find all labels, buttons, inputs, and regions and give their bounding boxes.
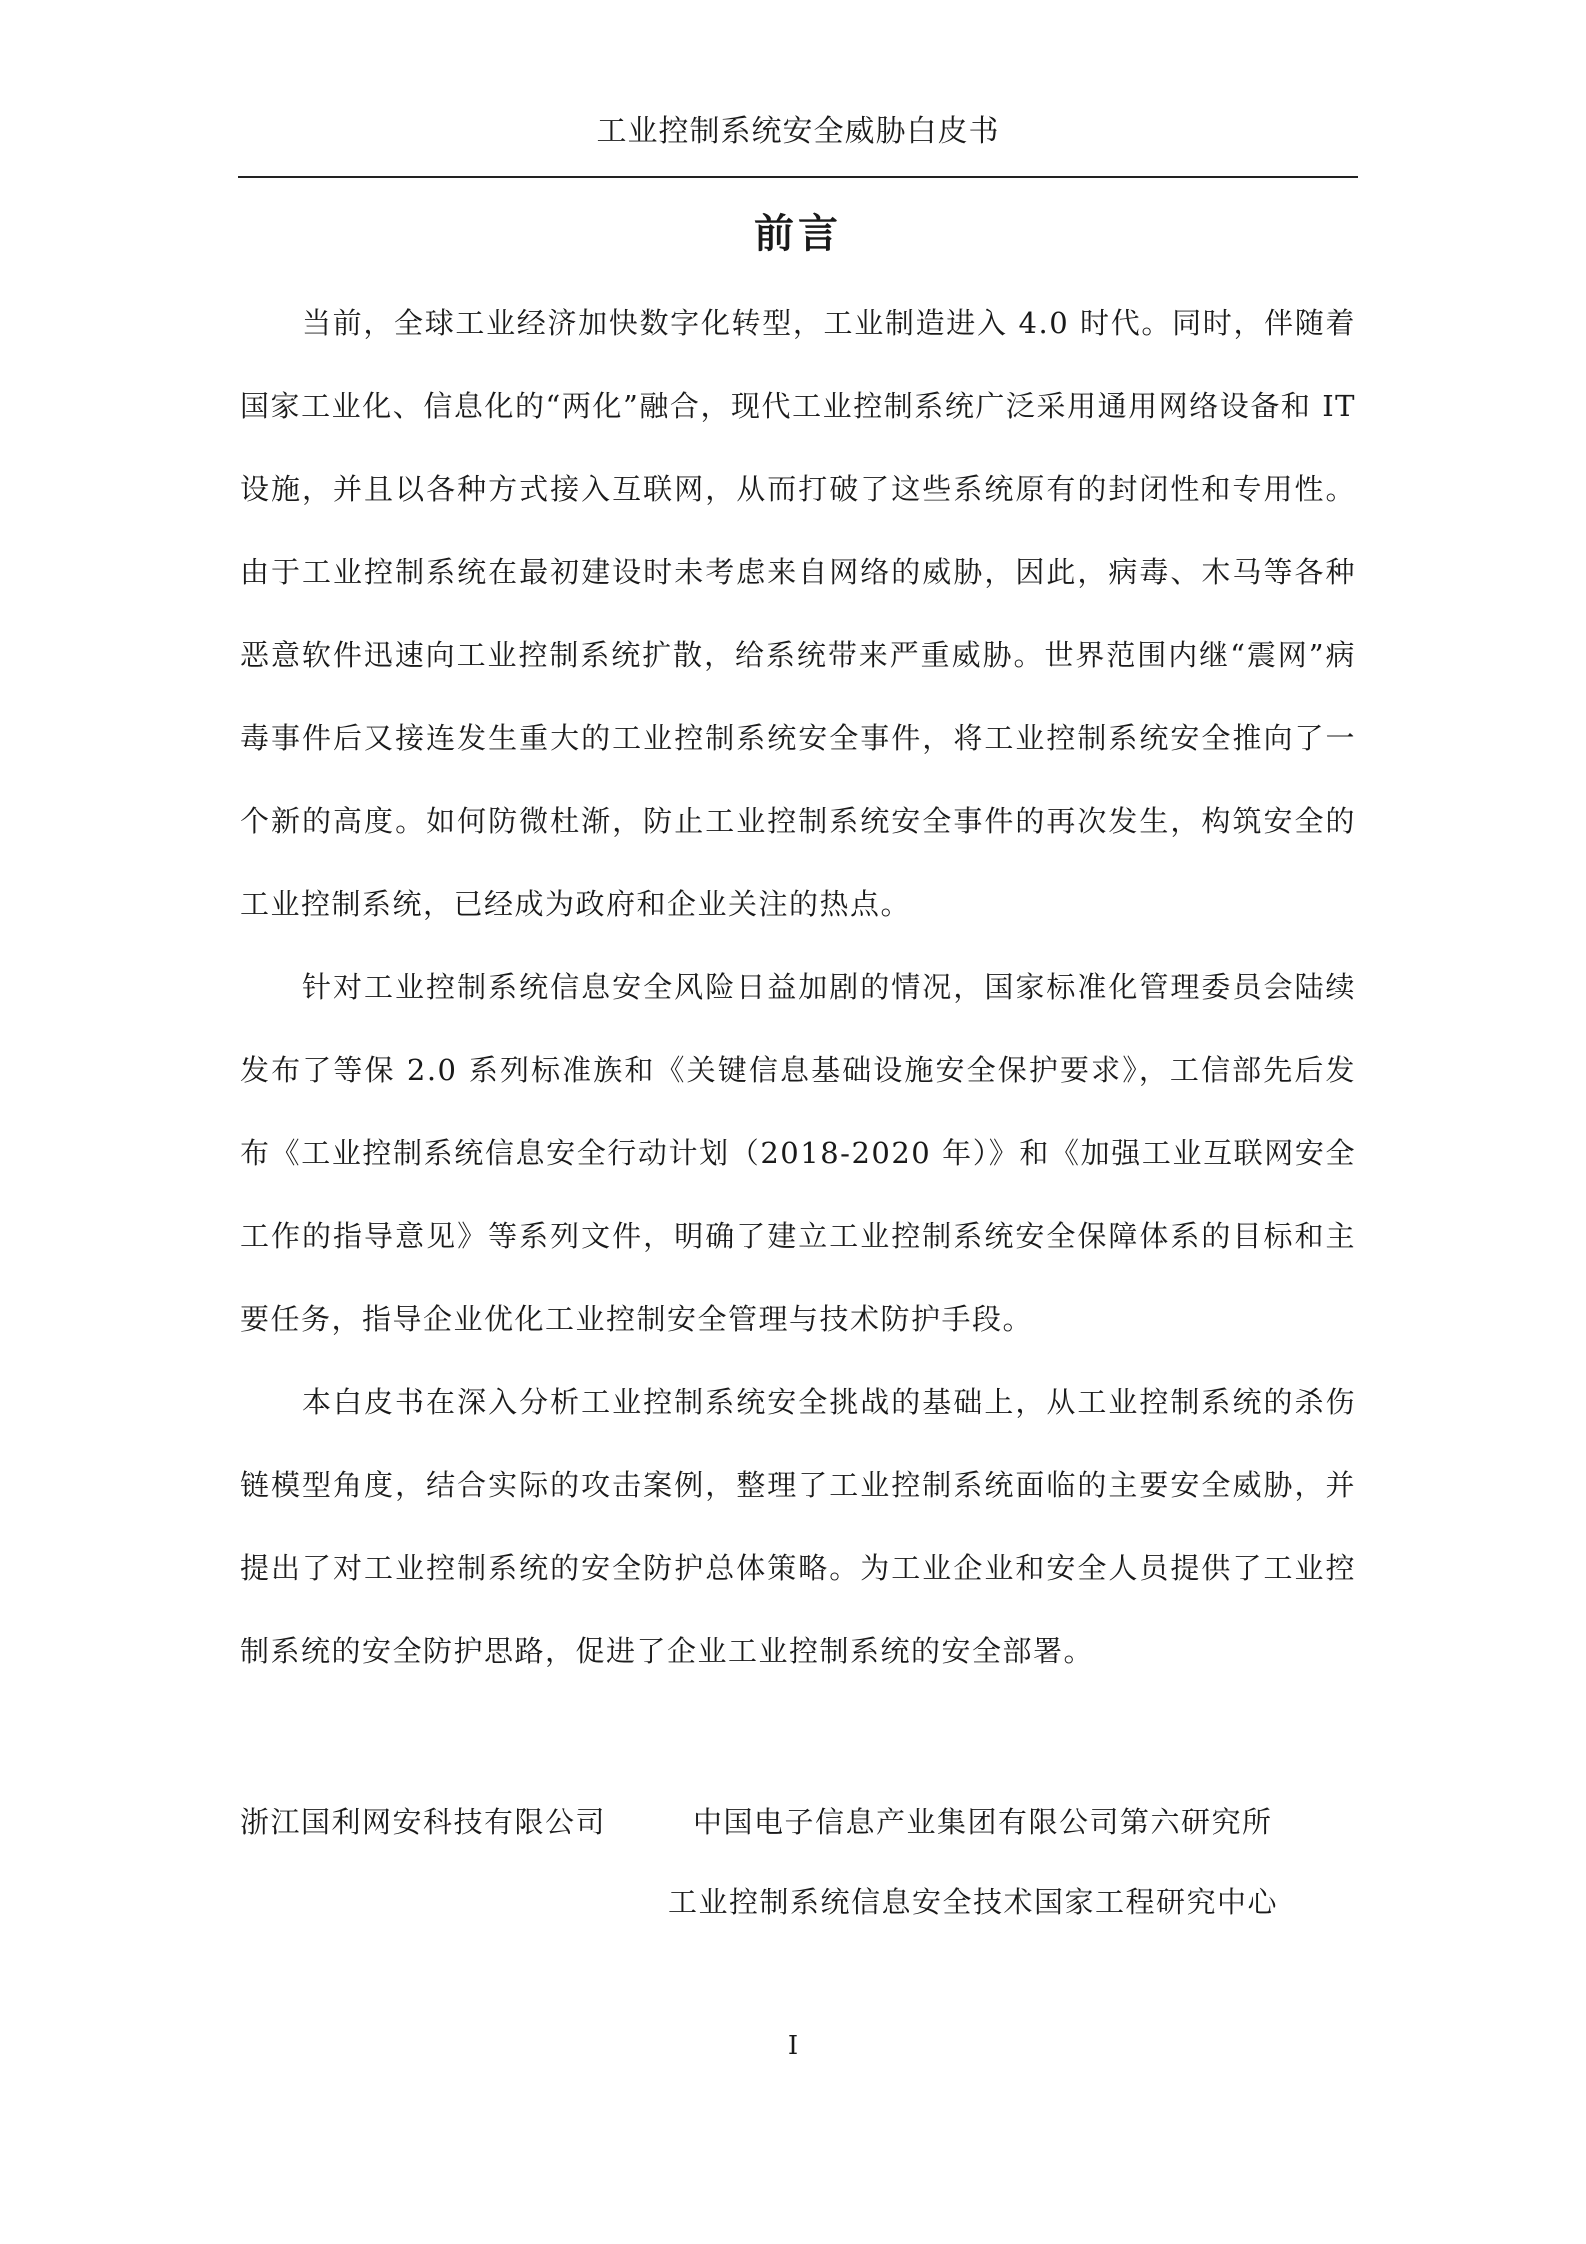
page-title: 前言 [754,210,842,257]
running-header: 工业控制系统安全威胁白皮书 [596,114,1000,149]
page-number: I [787,2031,799,2061]
signature-institute: 中国电子信息产业集团有限公司第六研究所 [693,1805,1273,1839]
preface-body [240,282,1356,1693]
paragraph-1: 当前，全球工业经济加快数字化转型，工业制造进入 4.0 时代。同时，伴随着国家工业化、信息化的“两化”融合，现代工业控制系统广泛采用通用网络设备和 IT 设施，并且以各种方式接入互联网，从而打破了这些系统原有的封闭性和专用性。由于工业控制系统在最初建设时未考虑来自网络的威胁，因此，病毒、木马等各种恶意软件迅速向工业控制系统扩散，给系统带来严重威胁。世界范围内继“震网”病毒事件后又接连发生重大的工业控制系统安全事件，将工业控制系统安全推向了一个新的高度。如何防微杜渐，防止工业控制系统安全事件的再次发生，构筑安全的工业控制系统，已经成为政府和企业关注的热点。 [240,306,1356,921]
signature-research-center: 工业控制系统信息安全技术国家工程研究中心 [668,1885,1279,1919]
signature-company-left: 浙江国利网安科技有限公司 [240,1805,607,1839]
header-divider [238,176,1358,178]
paragraph-3: 本白皮书在深入分析工业控制系统安全挑战的基础上，从工业控制系统的杀伤链模型角度，结合实际的攻击案例，整理了工业控制系统面临的主要安全威胁，并提出了对工业控制系统的安全防护总体策略。为工业企业和安全人员提供了工业控制系统的安全防护思路，促进了企业工业控制系统的安全部署。 [240,1385,1356,1668]
paragraph-2: 针对工业控制系统信息安全风险日益加剧的情况，国家标准化管理委员会陆续发布了等保 2.0 系列标准族和《关键信息基础设施安全保护要求》，工信部先后发布《工业控制系统信息安全行动计划（2018-2020 年）》和《加强工业互联网安全工作的指导意见》等系列文件，明确了建立工业控制系统安全保障体系的目标和主要任务，指导企业优化工业控制安全管理与技术防护手段。 [240,970,1356,1336]
